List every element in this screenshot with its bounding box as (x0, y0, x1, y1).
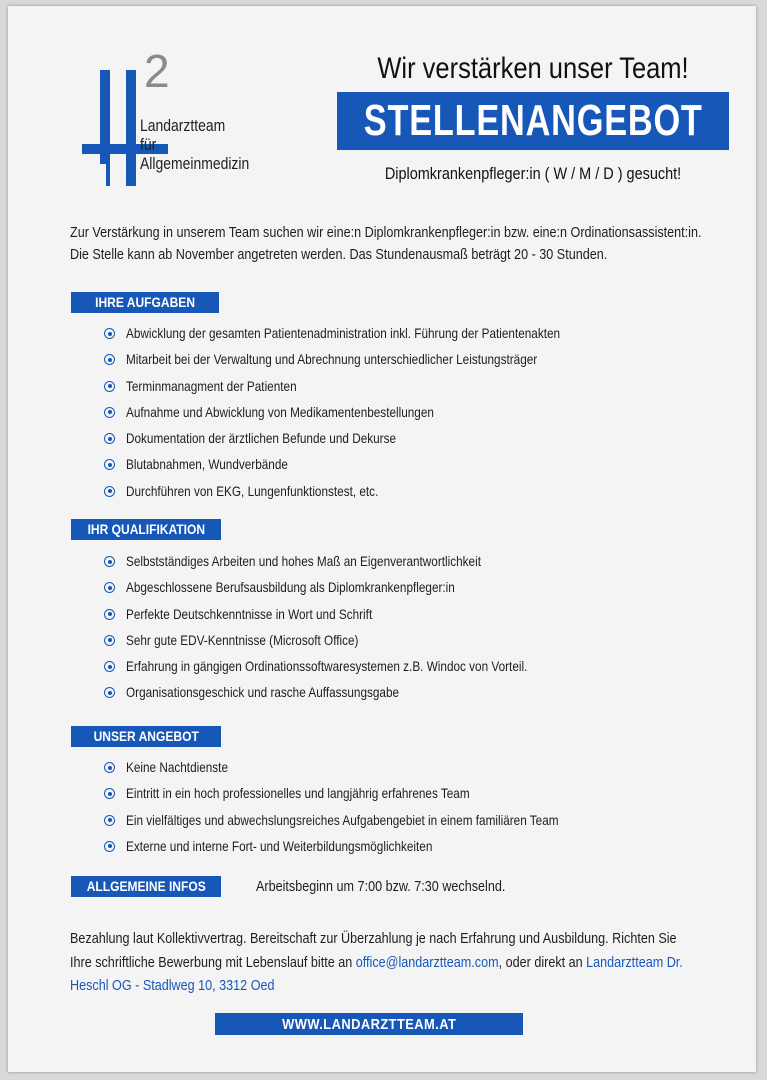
logo-line-2: für (140, 135, 157, 154)
bullet-icon (104, 486, 115, 497)
job-posting-page: 2 Landarztteam für Allgemeinmedizin Wir verstärken unser Team! STELLENANGEBOT Diplomkrankenpfleger:in ( W / M / D ) gesucht! Zur Verstärkung in unserem Team suchen wir eine:n Diplomkrankenpfleger:in bzw. eine:n Ordinationsassistent:in. Die Stelle kann ab November angetreten werden. Das Stundenausmaß beträgt 20 - 30 Stunden. IHRE AUFGABEN Abwicklung der gesamten Patientenadministration inkl. Führung der Patientenakten Mitarbeit bei der Verwaltung und Abrechnung unterschiedlicher Leistungsträger Terminmanagment der Patienten Aufnahme und Abwicklung von Medikamentenbestellungen Dokumentation der ärztlichen Befunde und Dekurse Blutabnahmen, Wundverbände Durchführen von EKG, Lungenfunktionstest, etc. IHR QUALIFIKATION Selbstständiges Arbeiten und hohes Maß an Eigenverantwortlichkeit Abgeschlossene Berufsausbildung als Diplomkrankenpfleger:in Perfekte Deutschkenntnisse in Wort und Schrift Sehr gute EDV-Kenntnisse (Microsoft Office) Erfahrung in gängigen Ordinationssoftwaresystemen z.B. Windoc von Vorteil. Organisationsgeschick und rasche Auffassungsgabe UNSER ANGEBOT Keine Nachtdienste Eintritt in ein hoch professionelles und langjährig erfahrenes Team Ein vielfältiges und abwechslungsreiches Aufgabengebiet in einem familiären Team Externe und interne Fort- und Weiterbildungsmöglichkeiten ALLGEMEINE INFOS Arbeitsbeginn um 7:00 bzw. 7:30 wechselnd. Bezahlung laut Kollektivvertrag. Bereitschaft zur Überzahlung je nach Erfahrung und Ausbildung. Richten Sie Ihre schriftliche Bewerbung mit Lebenslauf bitte an office@landarztteam.com, oder direkt an Landarztteam Dr. Heschl OG - Stadlweg 10, 3312 Oed WWW.LANDARZTTEAM.AT (8, 6, 756, 1072)
bullet-icon (104, 762, 115, 773)
headline: Wir verstärken unser Team! (377, 52, 689, 85)
closing-line-1: Bezahlung laut Kollektivvertrag. Bereitschaft zur Überzahlung je nach Erfahrung und Ausbildung. Richten Sie (70, 930, 677, 947)
position-subline: Diplomkrankenpfleger:in ( W / M / D ) gesucht! (384, 164, 682, 183)
logo-wordmark (140, 116, 249, 173)
closing-paragraph (70, 927, 767, 998)
website-banner[interactable] (215, 1013, 523, 1035)
section-tag-infos (71, 876, 221, 897)
section-title-infos: ALLGEMEINE INFOS (86, 878, 206, 894)
bullet-icon (104, 635, 115, 646)
bullet-icon (104, 661, 115, 672)
bullet-icon (104, 841, 115, 852)
bullet-icon (104, 407, 115, 418)
bullet-icon (104, 788, 115, 799)
email-link[interactable]: office@landarztteam.com (355, 953, 499, 971)
intro-line-1: Zur Verstärkung in unserem Team suchen wir eine:n Diplomkrankenpfleger:in bzw. eine:n Ordinationsassistent:in. (70, 224, 702, 241)
bullet-icon (104, 556, 115, 567)
closing-line-3 (70, 974, 683, 998)
section-title-qualifikation: IHR QUALIFIKATION (87, 521, 205, 537)
logo-line-1: Landarztteam (140, 116, 226, 135)
bullet-icon (104, 354, 115, 365)
intro-paragraph (70, 222, 767, 266)
closing-line-2: Ihre schriftliche Bewerbung mit Lebenslauf bitte an office@landarztteam.com, oder direkt an Landarztteam Dr. (70, 953, 683, 971)
section-tag-aufgaben (71, 292, 219, 313)
section-title-aufgaben: IHRE AUFGABEN (95, 294, 195, 310)
logo-line-3: Allgemeinmedizin (140, 154, 250, 173)
bullet-icon (104, 687, 115, 698)
practice-logo (74, 46, 274, 196)
bullet-icon (104, 328, 115, 339)
section-tag-angebot (71, 726, 221, 747)
bullet-icon (104, 381, 115, 392)
website-link[interactable]: WWW.LANDARZTTEAM.AT (281, 1015, 457, 1033)
bullet-icon (104, 582, 115, 593)
title-banner-text: STELLENANGEBOT (363, 96, 703, 145)
bullet-icon (104, 815, 115, 826)
title-banner (337, 92, 729, 150)
bullet-icon (104, 459, 115, 470)
bullet-icon (104, 609, 115, 620)
section-title-angebot: UNSER ANGEBOT (93, 728, 199, 744)
intro-line-2: Die Stelle kann ab November angetreten werden. Das Stundenausmaß beträgt 20 - 30 Stunden. (70, 246, 608, 263)
section-tag-qualifikation (71, 519, 221, 540)
bullet-icon (104, 433, 115, 444)
address-link-part-2[interactable]: Heschl OG - Stadlweg 10, 3312 Oed (70, 977, 275, 994)
infos-text: Arbeitsbeginn um 7:00 bzw. 7:30 wechselnd. (256, 878, 506, 895)
address-link-part-1[interactable]: Landarztteam Dr. (586, 953, 683, 971)
logo-superscript: 2 (144, 45, 170, 97)
